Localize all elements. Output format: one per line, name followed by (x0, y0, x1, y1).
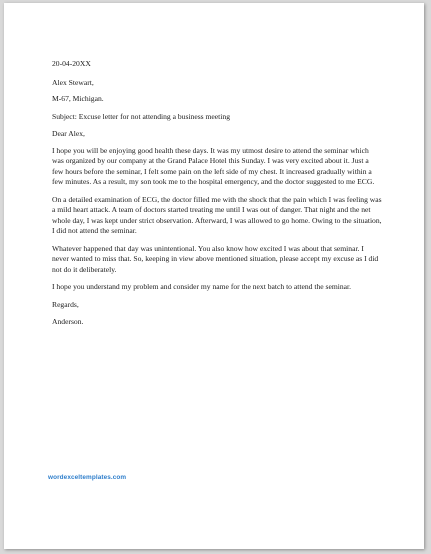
letter-salutation: Dear Alex, (52, 129, 85, 138)
letter-closing: Regards, (52, 299, 79, 309)
letter-paragraph: On a detailed examination of ECG, the doctor filled me with the shock that the pain which I was feeling was a mild heart attack. A team of doctors started treating me until I was out of danger. That night and the net whole day, I was kept under strict observation. Afterward, I was allowed to go home. Owing to the situation, I did not attend the seminar. (52, 194, 382, 235)
letter-date: 20-04-20XX (52, 59, 91, 68)
letter-subject: Subject: Excuse letter for not attending a business meeting (52, 111, 230, 121)
letter-paragraph: I hope you will be enjoying good health these days. It was my utmost desire to attend the seminar which was organized by our company at the Grand Palace Hotel this Sunday. I was very excited about it. Just a few hours before the seminar, I felt some pain on the left side of my chest. It increased gradually within a few minutes. As a result, my son took me to the hospital emergency, and the doctor suggested to me ECG. (52, 145, 375, 186)
letter-paragraph: Whatever happened that day was unintentional. You also know how excited I was about that seminar. I never wanted to miss that. So, keeping in view above mentioned situation, please accept my excuse as I did not do it deliberately. (52, 243, 379, 274)
recipient-address: M-67, Michigan. (52, 94, 104, 103)
recipient-name: Alex Stewart, (52, 77, 94, 87)
website-link[interactable]: wordexceltemplates.com (48, 474, 127, 481)
letter-body (52, 59, 382, 328)
letter-page (4, 3, 424, 549)
letter-paragraph: I hope you understand my problem and consider my name for the next batch to attend the seminar. (52, 282, 352, 291)
letter-signature: Anderson. (52, 317, 84, 326)
